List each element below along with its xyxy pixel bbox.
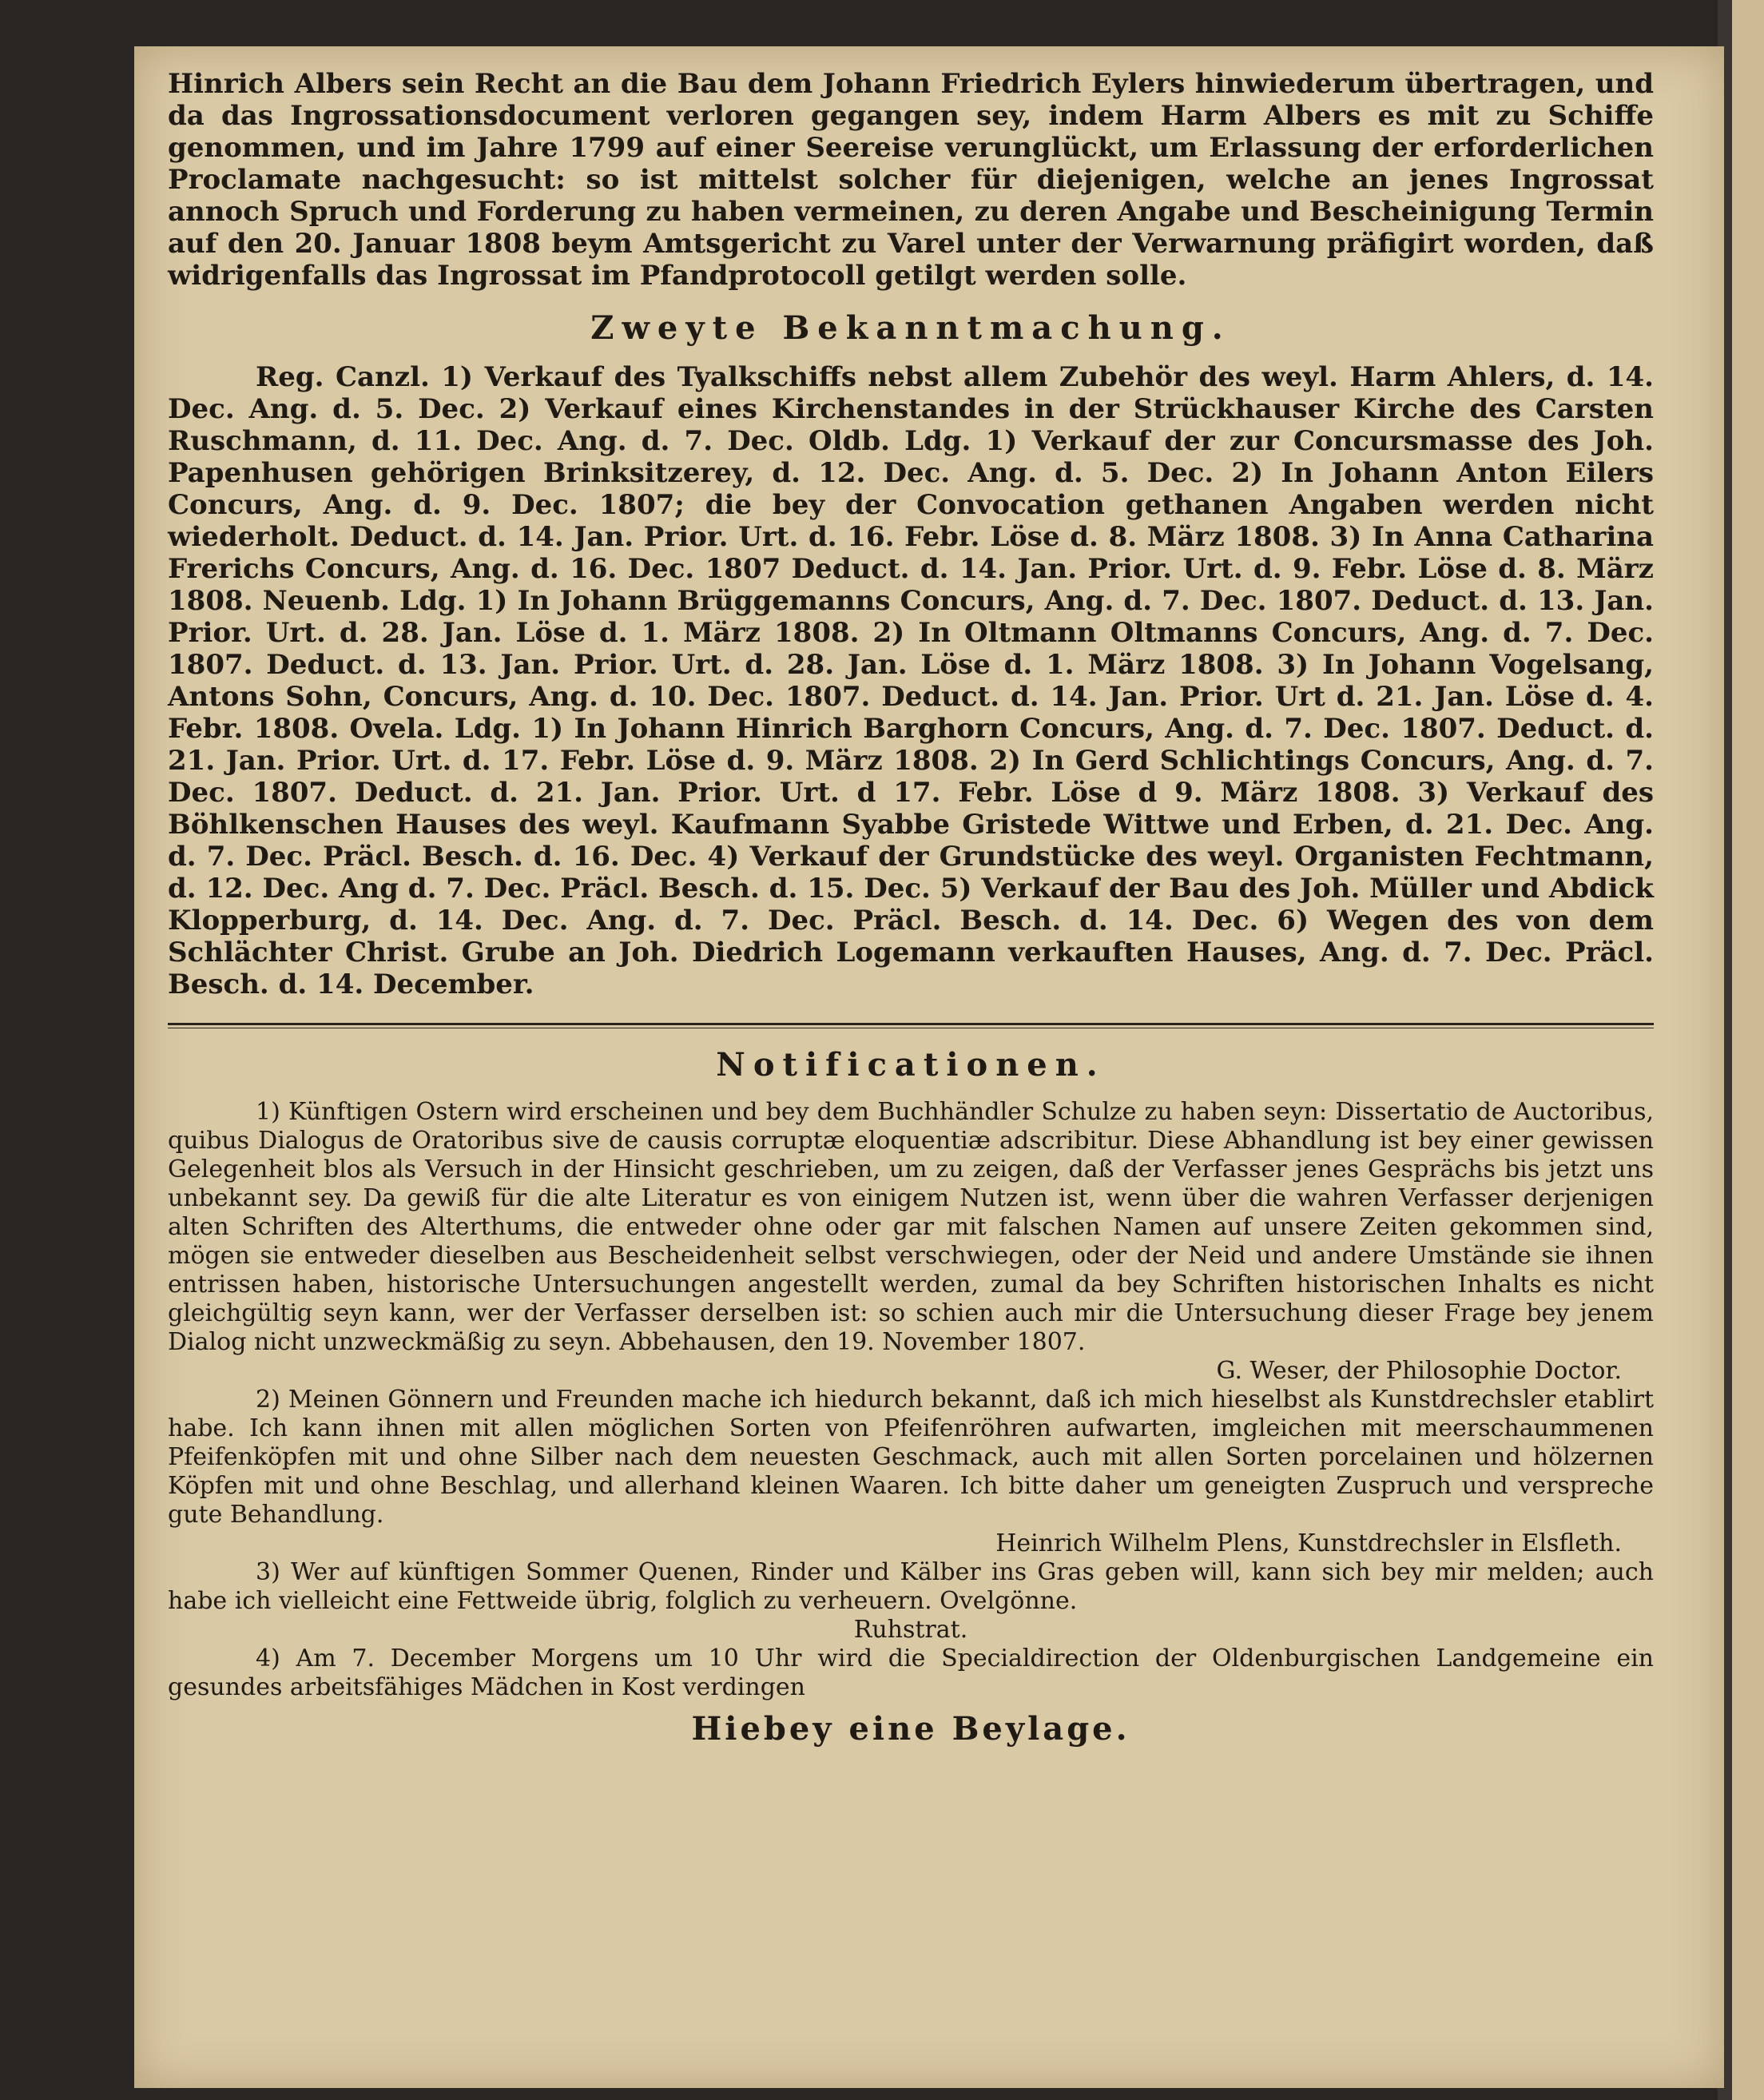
notification-3-signature: Ruhstrat. — [853, 1616, 968, 1644]
page-content — [168, 68, 1654, 1748]
section-title-zweyte-bekanntmachung: Zweyte Bekanntmachung. — [590, 309, 1231, 347]
notification-1-text: 1) Künftigen Ostern wird erscheinen und bey dem Buchhändler Schulze zu haben seyn: Dissertatio de Auctoribus, quibus Dialogus de Oratoribus sive de causis corruptæ eloquentiæ adscribitur. Diese Abhandlung ist bey einer gewissen Gelegenheit blos als Versuch in der Hinsicht geschrieben, um zu zeigen, daß der Verfasser jenes Gesprächs bis jetzt uns unbekannt sey. Da gewiß für die alte Literatur es von einigem Nutzen ist, wenn über die wahren Verfasser derjenigen alten Schriften des Alterthums, die entweder ohne oder gar mit falschen Namen auf unsere Zeiten gekommen sind, mögen sie entweder dieselben aus Bescheidenheit selbst verschwiegen, oder der Neid und andere Umstände sie ihnen entrissen haben, historische Untersuchungen angestellt werden, zumal da bey Schriften historischen Inhalts es nicht gleichgültig seyn kann, wer der Verfasser derselben ist: so schien auch mir die Untersuchung dieser Frage bey jenem Dialog nicht unzweckmäßig zu seyn. Abbehausen, den 19. November 1807. — [168, 1098, 1654, 1356]
notification-2-signature: Heinrich Wilhelm Plens, Kunstdrechsler in Elsfleth. — [995, 1529, 1622, 1557]
section-divider — [168, 1023, 1654, 1028]
section-body-zweyte-bekanntmachung: Reg. Canzl. 1) Verkauf des Tyalkschiffs nebst allem Zubehör des weyl. Harm Ahlers, d. 14. Dec. Ang. d. 5. Dec. 2) Verkauf eines Kirchenstandes in der Strückhauser Kirche des Carsten Ruschmann, d. 11. Dec. Ang. d. 7. Dec. Oldb. Ldg. 1) Verkauf der zur Concursmasse des Joh. Papenhusen gehörigen Brinksitzerey, d. 12. Dec. Ang. d. 5. Dec. 2) In Johann Anton Eilers Concurs, Ang. d. 9. Dec. 1807; die bey der Convocation gethanen Angaben werden nicht wiederholt. Deduct. d. 14. Jan. Prior. Urt. d. 16. Febr. Löse d. 8. März 1808. 3) In Anna Catharina Frerichs Concurs, Ang. d. 16. Dec. 1807 Deduct. d. 14. Jan. Prior. Urt. d. 9. Febr. Löse d. 8. März 1808. Neuenb. Ldg. 1) In Johann Brüggemanns Concurs, Ang. d. 7. Dec. 1807. Deduct. d. 13. Jan. Prior. Urt. d. 28. Jan. Löse d. 1. März 1808. 2) In Oltmann Oltmanns Concurs, Ang. d. 7. Dec. 1807. Deduct. d. 13. Jan. Prior. Urt. d. 28. Jan. Löse d. 1. März 1808. 3) In Johann Vogelsang, Antons Sohn, Concurs, Ang. d. 10. Dec. 1807. Deduct. d. 14. Jan. Prior. Urt d. 21. Jan. Löse d. 4. Febr. 1808. Ovela. Ldg. 1) In Johann Hinrich Barghorn Concurs, Ang. d. 7. Dec. 1807. Deduct. d. 21. Jan. Prior. Urt. d. 17. Febr. Löse d. 9. März 1808. 2) In Gerd Schlichtings Concurs, Ang. d. 7. Dec. 1807. Deduct. d. 21. Jan. Prior. Urt. d 17. Febr. Löse d 9. März 1808. 3) Verkauf des Böhlkenschen Hauses des weyl. Kaufmann Syabbe Gristede Wittwe und Erben, d. 21. Dec. Ang. d. 7. Dec. Präcl. Besch. d. 16. Dec. 4) Verkauf der Grundstücke des weyl. Organisten Fechtmann, d. 12. Dec. Ang d. 7. Dec. Präcl. Besch. d. 15. Dec. 5) Verkauf der Bau des Joh. Müller und Abdick Klopperburg, d. 14. Dec. Ang. d. 7. Dec. Präcl. Besch. d. 14. Dec. 6) Wegen des von dem Schlächter Christ. Grube an Joh. Diedrich Logemann verkauften Hauses, Ang. d. 7. Dec. Präcl. Besch. d. 14. December. — [168, 361, 1654, 1000]
notification-1-signature: G. Weser, der Philosophie Doctor. — [1216, 1357, 1622, 1385]
next-page-edge — [1732, 0, 1764, 2100]
notification-4-text: 4) Am 7. December Morgens um 10 Uhr wird die Specialdirection der Oldenburgischen Landgemeine ein gesundes arbeitsfähiges Mädchen in Kost verdingen — [168, 1645, 1654, 1701]
section-title-notificationen: Notificationen. — [716, 1046, 1106, 1084]
footer-supplement-note: Hiebey eine Beylage. — [691, 1710, 1130, 1748]
notification-3-text: 3) Wer auf künftigen Sommer Quenen, Rinder und Kälber ins Gras geben will, kann sich bey mir melden; auch habe ich vielleicht eine Fettweide übrig, folglich zu verheuern. Ovelgönne. — [168, 1558, 1654, 1615]
intro-paragraph: Hinrich Albers sein Recht an die Bau dem Johann Friedrich Eylers hinwiederum übertragen, und da das Ingrossationsdocument verloren gegangen sey, indem Harm Albers es mit zu Schiffe genommen, und im Jahre 1799 auf einer Seereise verunglückt, um Erlassung der erforderlichen Proclamate nachgesucht: so ist mittelst solcher für diejenigen, welche an jenes Ingrossat annoch Spruch und Forderung zu haben vermeinen, zu deren Angabe und Bescheinigung Termin auf den 20. Januar 1808 beym Amtsgericht zu Varel unter der Verwarnung präfigirt worden, daß widrigenfalls das Ingrossat im Pfandprotocoll getilgt werden solle. — [168, 68, 1654, 292]
notification-2-text: 2) Meinen Gönnern und Freunden mache ich hiedurch bekannt, daß ich mich hieselbst als Kunstdrechsler etablirt habe. Ich kann ihnen mit allen möglichen Sorten von Pfeifenröhren aufwarten, imgleichen mit meerschaummenen Pfeifenköpfen mit und ohne Silber nach dem neuesten Geschmack, auch mit allen Sorten porcelainen und hölzernen Köpfen mit und ohne Beschlag, und allerhand kleinen Waaren. Ich bitte daher um geneigten Zuspruch und verspreche gute Behandlung. — [168, 1386, 1654, 1529]
